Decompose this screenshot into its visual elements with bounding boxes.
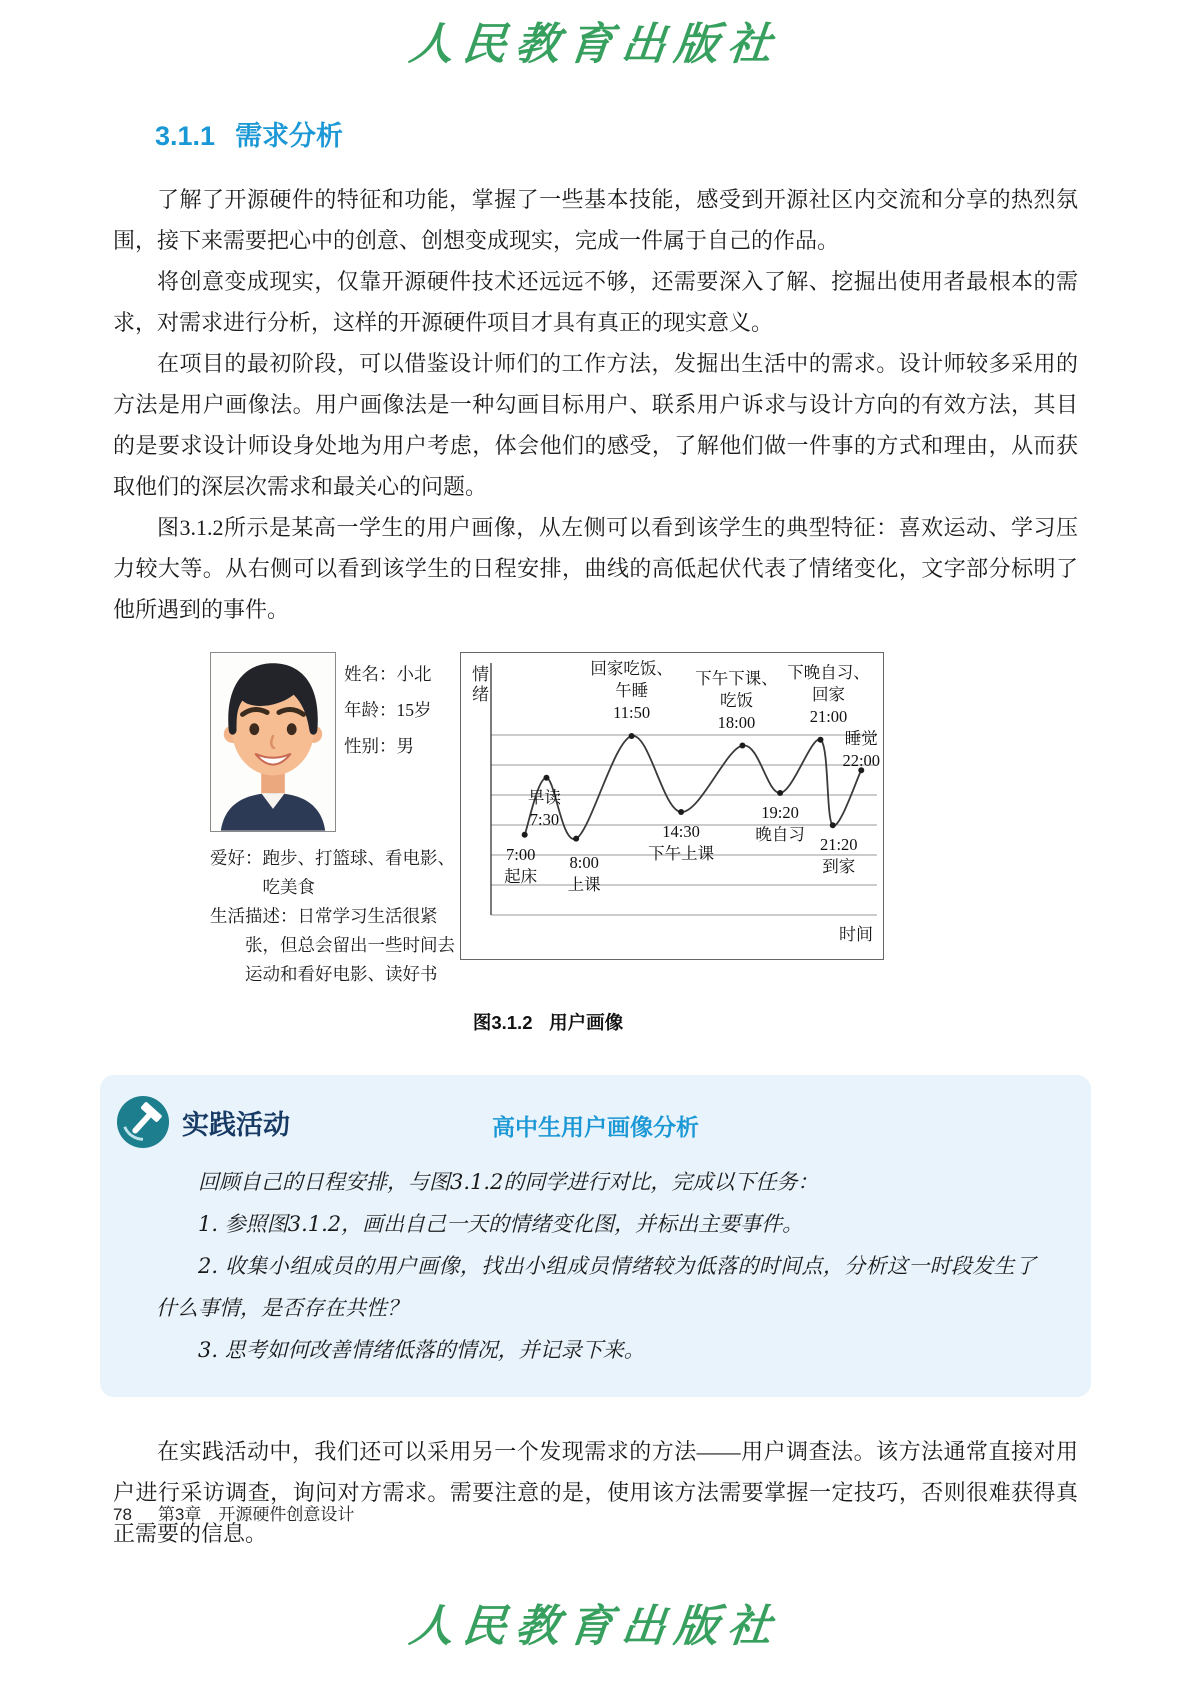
chart-event-annotation: 7:00 起床 [504, 844, 538, 886]
chart-event-annotation: 早读 7:30 [527, 787, 561, 829]
figure-caption [210, 1009, 886, 1035]
chart-event-annotation: 下晚自习、 回家 21:00 [787, 662, 870, 726]
profile-basic-info [336, 652, 432, 832]
student-portrait [210, 652, 336, 832]
activity-task-2: 2. 收集小组成员的用户画像，找出小组成员情绪较为低落的时间点，分析这一时段发生了什么事情，是否存在共性？ [156, 1254, 1036, 1320]
activity-task-3: 3. 思考如何改善情绪低落的情况，并记录下来。 [198, 1338, 645, 1362]
publisher-logo-bottom [0, 1590, 1190, 1654]
profile-name: 姓名：小北 [344, 664, 432, 684]
page-footer [113, 1500, 354, 1525]
chart-event-annotation: 14:30 下午上课 [648, 822, 715, 863]
figure-3-1-2 [210, 652, 886, 1035]
publisher-logo-top [0, 0, 1190, 72]
profile-gender: 性别：男 [344, 736, 414, 756]
activity-body [156, 1161, 1036, 1371]
body-paragraph: 在项目的最初阶段，可以借鉴设计师们的工作方法，发掘出生活中的需求。设计师较多采用的方法是用户画像法。用户画像法是一种勾画目标用户、联系用户诉求与设计方向的有效方法，其目的是要求设计师设身处地为用户考虑，体会他们的感受，了解他们做一件事的方式和理由，从而获取他们的深层次需求和最关心的问题。 [113, 351, 1078, 499]
chart-event-annotation: 8:00 上课 [567, 852, 601, 894]
page-content [113, 114, 1078, 1554]
chapter-label: 第3章 开源硬件创意设计 [157, 1505, 355, 1524]
publisher-logo-text: 人民教育出版社 [406, 1601, 783, 1652]
profile-life-description: 生活描述：日常学习生活很紧张，但总会留出一些时间去运动和看好电影、读好书 [210, 906, 455, 984]
body-paragraph: 图3.1.2所示是某高一学生的用户画像，从左侧可以看到该学生的典型特征：喜欢运动、学习压力较大等。从右侧可以看到该学生的日程安排，曲线的高低起伏代表了情绪变化，文字部分标明了他所遇到的事件。 [113, 515, 1078, 622]
figure-caption-title: 用户画像 [549, 1012, 624, 1033]
x-axis-label: 时间 [839, 925, 873, 944]
section-heading [155, 114, 1078, 153]
activity-task-1: 1. 参照图3.1.2，画出自己一天的情绪变化图，并标出主要事件。 [198, 1212, 804, 1236]
persona-profile [210, 652, 460, 989]
mood-timeline-chart [460, 652, 884, 960]
section-number: 3.1.1 [155, 121, 216, 151]
chart-event-annotation: 21:20 到家 [819, 835, 858, 877]
chart-event-annotation: 睡觉 22:00 [842, 729, 881, 771]
activity-badge-label: 实践活动 [182, 1109, 290, 1140]
page-number: 78 [113, 1505, 132, 1524]
closing-paragraph: 在实践活动中，我们还可以采用另一个发现需求的方法——用户调查法。该方法通常直接对用户进行采访调查，询问对方需求。需要注意的是，使用该方法需要掌握一定技巧，否则很难获得真正需要的信息。 [113, 1439, 1078, 1546]
chart-event-annotation: 下午下课、 吃饭 18:00 [695, 668, 778, 732]
y-axis-label: 情绪 [469, 665, 488, 705]
user-persona-figure [210, 652, 886, 989]
activity-intro: 回顾自己的日程安排，与图3.1.2的同学进行对比，完成以下任务： [198, 1170, 819, 1194]
practice-activity-box [100, 1075, 1091, 1397]
body-paragraph: 将创意变成现实，仅靠开源硬件技术还远远不够，还需要深入了解、挖掘出使用者最根本的需求，对需求进行分析，这样的开源硬件项目才具有真正的现实意义。 [113, 269, 1078, 335]
chart-event-annotation: 回家吃饭、 午睡 11:50 [590, 659, 673, 722]
activity-title: 高中生用户画像分析 [492, 1114, 699, 1140]
activity-header [116, 1095, 1036, 1149]
hammer-tool-icon [116, 1095, 170, 1149]
profile-age: 年龄：15岁 [344, 700, 432, 720]
profile-hobby: 爱好：跑步、打篮球、看电影、吃美食 [210, 848, 455, 897]
figure-caption-number: 图3.1.2 [472, 1012, 533, 1033]
publisher-logo-text: 人民教育出版社 [406, 19, 783, 70]
body-paragraph: 了解了开源硬件的特征和功能，掌握了一些基本技能，感受到开源社区内交流和分享的热烈氛围，接下来需要把心中的创意、创想变成现实，完成一件属于自己的作品。 [113, 187, 1078, 253]
boy-avatar-illustration [211, 653, 335, 831]
section-title: 需求分析 [235, 121, 344, 151]
chart-event-annotation: 19:20 晚自习 [755, 803, 805, 844]
